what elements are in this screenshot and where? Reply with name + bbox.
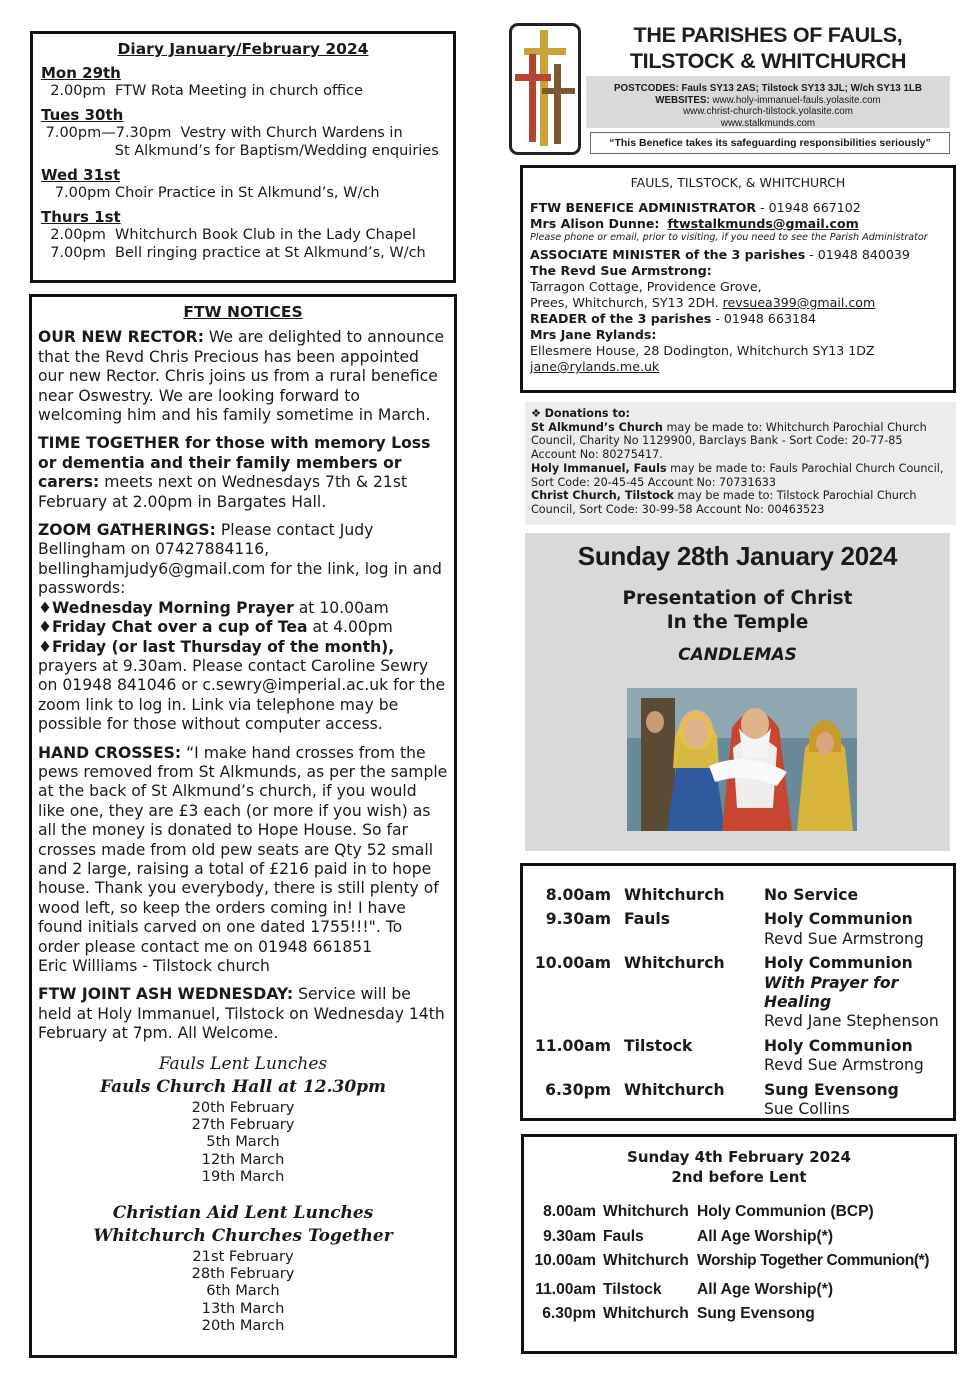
safeguarding-quote: “This Benefice takes its safeguarding responsibilities seriously” (590, 132, 950, 154)
admin-name-line (530, 216, 946, 232)
service-row (531, 886, 945, 905)
donation-details: may be made to: Whitchurch Parochial Church Council, Charity No 1129900, Barclays Bank - Sort Code: 20-77-85 Account No: 80275417. (531, 420, 927, 462)
diary-event: 2.00pm Whitchurch Book Club in the Lady Chapel (41, 227, 416, 243)
notice-body: “I make hand crosses from the pews removed from St Alkmunds, as per the sample at the back of St Alkmund’s church, if you would like one, they are £3 each (or more if you wish) as all the money is donated to Hope House. So far crosses made from old pew seats are Qty 52 small and 2 large, raising a total of £216 paid in to hope house. Thank you everybody, there is still plenty of wood left, so keep the orders coming in! I have found initials carved on one dated 1755!!!". To order please contact me on 01948 661851 (38, 743, 448, 956)
service-place: Whitchurch (624, 1080, 725, 1099)
donation-details: may be made to: Tilstock Parochial Church Council, Sort Code: 30-99-58 Account No: 00463523 (531, 489, 917, 516)
notice-signature: Eric Williams - Tilstock church (38, 957, 270, 975)
services-28-table (520, 863, 956, 1121)
contact-phone: - 01948 667102 (756, 200, 861, 215)
contact-phone: - 01948 663184 (711, 311, 817, 326)
contact-name: The Revd Sue Armstrong: (530, 263, 712, 278)
service-time: 8.00am (543, 1203, 596, 1220)
feast-line: In the Temple (666, 612, 809, 633)
diary-box (30, 31, 456, 283)
website-link[interactable]: www.holy-immanuel-fauls.yolasite.com (712, 94, 881, 106)
service-place: Whitchurch (603, 1305, 689, 1323)
service-time: 6.30pm (545, 1080, 611, 1099)
service-time: 9.30am (545, 910, 611, 929)
title-line: TILSTOCK & WHITCHURCH (629, 49, 907, 73)
lunch-date: 27th February (191, 1116, 295, 1134)
lunch-date: 20th February (191, 1098, 295, 1116)
lunch-date: 12th March (201, 1150, 285, 1168)
zoom-item-detail: at 10.00am (293, 598, 389, 617)
feast-title (525, 587, 950, 635)
diary-event: 7.00pm Choir Practice in St Alkmund’s, W/ch (41, 185, 380, 201)
diary-title: Diary January/February 2024 (117, 40, 369, 58)
zoom-item-title: Wednesday Morning Prayer (51, 598, 294, 617)
lunch-date: 13th March (201, 1299, 285, 1317)
notice-heading: FTW JOINT ASH WEDNESDAY: (38, 985, 294, 1004)
notice-heading: OUR NEW RECTOR: (38, 328, 204, 347)
donations-title: Donations to: (544, 407, 630, 420)
notice-body: Service will be held at Holy Immanuel, Tilstock on Wednesday 14th February at 7pm. All Welcome. (38, 985, 445, 1043)
service-time: 10.00am (534, 954, 611, 973)
diamond-bullet-icon: ♦ (38, 637, 52, 656)
contact-address: Prees, Whitchurch, SY13 2DH. (530, 295, 723, 310)
website-link[interactable]: www.christ-church-tilstock.yolasite.com (683, 106, 853, 117)
diamond-bullet-icon: ❖ (531, 407, 542, 420)
websites-line (586, 95, 950, 107)
contact-address: Tarragon Cottage, Providence Grove, (530, 279, 762, 294)
service-time: 11.00am (534, 1036, 611, 1055)
diary-event: St Alkmund’s for Baptism/Wedding enquiries (41, 143, 439, 159)
feast-name: CANDLEMAS (678, 645, 797, 665)
service-row (531, 1037, 945, 1076)
notice-heading: ZOOM GATHERINGS: (38, 521, 216, 540)
contact-role: FTW BENEFICE ADMINISTRATOR (530, 200, 757, 215)
lunch-date: 5th March (206, 1133, 280, 1151)
lunch-date: 21st February (192, 1247, 294, 1265)
service-row (530, 1228, 948, 1253)
service-note: With Prayer for Healing (764, 973, 899, 1012)
lunch-subheading: Fauls Church Hall at 12.30pm (99, 1076, 387, 1097)
service-leader: Revd Sue Armstrong (764, 929, 924, 948)
notice-heading: TIME TOGETHER for those with memory Loss or dementia and their family members or carers: (38, 434, 431, 492)
header-info (586, 76, 950, 128)
lunch-date: 28th February (191, 1265, 295, 1283)
diamond-bullet-icon: ♦ (38, 598, 52, 617)
three-crosses-icon (509, 23, 581, 155)
notice-hand-crosses (38, 744, 448, 977)
donation-item (531, 462, 950, 489)
service-name: No Service (764, 886, 859, 904)
zoom-item-title: Friday Chat over a cup of Tea (51, 618, 308, 637)
notice-body: We are delighted to announce that the Revd Chris Precious has been appointed our new Rector. Chris joins us from a rural benefice near Oswestry. We are looking forward to welcoming him and his family sometime in March. (38, 328, 445, 425)
diary-day-label: Tues 30th (41, 106, 124, 124)
service-row (531, 954, 945, 1032)
service-name: Holy Communion (764, 954, 913, 973)
service-time: 6.30pm (542, 1305, 596, 1323)
notice-heading: HAND CROSSES: (38, 743, 182, 762)
service-name: Sung Evensong (764, 1080, 899, 1099)
service-row (531, 1081, 945, 1120)
contact-name: Mrs Jane Rylands: (530, 327, 657, 342)
admin-line (530, 200, 946, 216)
service-name: Holy Communion (BCP) (697, 1203, 874, 1220)
lunch-date: 6th March (206, 1282, 280, 1300)
diary-event: 2.00pm FTW Rota Meeting in church office (41, 83, 363, 99)
website-link[interactable]: www.stalkmunds.com (720, 117, 816, 129)
sunday-28-panel (525, 533, 950, 851)
diary-event: 7.00pm—7.30pm Vestry with Church Wardens in (41, 125, 403, 141)
contact-address-line (530, 295, 946, 311)
service-name: Worship Together Communion(*) (697, 1252, 930, 1270)
donations-panel (525, 402, 956, 525)
donation-church: Holy Immanuel, Fauls (531, 461, 667, 475)
service-row (530, 1305, 948, 1330)
service-place: Whitchurch (603, 1203, 689, 1220)
diary-day-label: Wed 31st (41, 166, 121, 184)
lunch-subheading: Whitchurch Churches Together (93, 1225, 393, 1246)
service-time: 10.00am (534, 1252, 596, 1270)
service-place: Fauls (603, 1227, 644, 1245)
services-04-table (521, 1134, 957, 1354)
donation-item (531, 421, 950, 462)
service-name: Sung Evensong (697, 1305, 815, 1323)
donation-church: Christ Church, Tilstock (531, 489, 674, 503)
service-leader: Revd Sue Armstrong (764, 1056, 924, 1075)
service-time: 8.00am (545, 886, 611, 904)
service-row (531, 910, 945, 949)
contacts-box (520, 165, 956, 393)
donations-title-line (531, 407, 950, 421)
notices-title: FTW NOTICES (183, 303, 303, 321)
postcodes: POSTCODES: Fauls SY13 2AS; Tilstock SY13 3JL; W/ch SY13 1LB (614, 83, 922, 94)
service-date: Sunday 28th January 2024 (577, 541, 898, 571)
diary-day (41, 166, 445, 202)
presentation-illustration (627, 688, 857, 831)
christian-aid-lent-lunches (38, 1202, 448, 1335)
donation-item (531, 489, 950, 516)
assoc-line (530, 247, 946, 263)
diary-day (41, 106, 445, 160)
notice-zoom (38, 521, 448, 734)
zoom-item-detail: at 4.00pm (307, 618, 393, 637)
lunch-heading: Christian Aid Lent Lunches (112, 1202, 374, 1223)
service-time: 11.00am (535, 1280, 596, 1298)
zoom-item-title: Friday (or last Thursday of the month), (51, 637, 395, 656)
title-line: THE PARISHES OF FAULS, (633, 23, 903, 47)
contact-address: Ellesmere House, 28 Dodington, Whitchurch SY13 1DZ (530, 343, 875, 358)
notice-time-together (38, 434, 448, 512)
contact-name: Mrs Alison Dunne: (530, 216, 660, 231)
service-row (530, 1252, 948, 1277)
lunch-date: 19th March (201, 1168, 285, 1186)
service-name: Holy Communion (764, 910, 913, 929)
contact-email-link[interactable]: revsuea399@gmail.com (722, 295, 876, 310)
service-place: Whitchurch (603, 1252, 689, 1270)
notice-ash-wednesday (38, 985, 448, 1043)
service-place: Tilstock (624, 1036, 693, 1055)
contacts-title: FAULS, TILSTOCK, & WHITCHURCH (630, 175, 846, 190)
service-place: Whitchurch (624, 954, 725, 973)
lunch-heading: Fauls Lent Lunches (158, 1053, 328, 1074)
lunch-date: 20th March (201, 1317, 285, 1335)
websites-label: WEBSITES: (655, 94, 710, 106)
fauls-lent-lunches (38, 1053, 448, 1186)
diamond-bullet-icon: ♦ (38, 618, 52, 637)
notice-rector (38, 328, 448, 425)
service-row (530, 1281, 948, 1306)
contact-email-link[interactable]: ftwstalkmunds@gmail.com (667, 216, 859, 231)
diary-day (41, 208, 445, 262)
donation-church: St Alkmund’s Church (531, 420, 663, 434)
services-04-heading (530, 1147, 948, 1187)
service-time: 9.30am (543, 1227, 596, 1245)
feast-line: Presentation of Christ (622, 588, 853, 609)
service-subtitle: 2nd before Lent (671, 1168, 807, 1186)
diary-day-label: Mon 29th (41, 64, 121, 82)
service-place: Whitchurch (624, 886, 725, 904)
notice-body: Please contact Judy Bellingham on 07427884116, bellinghamjudy6@gmail.com for the link, log in and passwords: (38, 521, 442, 598)
admin-note: Please phone or email, prior to visiting, if you need to see the Parish Administrator (530, 232, 928, 243)
notices-box (29, 294, 457, 1358)
service-name: Holy Communion (764, 1036, 913, 1055)
contact-phone: - 01948 840039 (805, 247, 910, 262)
donation-details: may be made to: Fauls Parochial Church Council, Sort Code: 20-45-45 Account No: 70731633 (531, 461, 944, 489)
contact-role: READER of the 3 parishes (530, 311, 712, 326)
diary-event: 7.00pm Bell ringing practice at St Alkmund’s, W/ch (41, 245, 426, 261)
zoom-item-detail: prayers at 9.30am. Please contact Caroline Sewry on 01948 841046 or c.sewry@imperial.ac.uk for the zoom link to log in. Link via telephone may be possible for those without computer access. (38, 656, 446, 734)
service-place: Fauls (624, 910, 670, 929)
service-date: Sunday 4th February 2024 (627, 1148, 851, 1166)
reader-line (530, 311, 946, 327)
diary-day-label: Thurs 1st (41, 208, 121, 226)
service-place: Tilstock (603, 1280, 662, 1298)
contact-email-link[interactable]: jane@rylands.me.uk (530, 359, 660, 374)
service-name: All Age Worship(*) (697, 1227, 834, 1245)
diary-day (41, 64, 445, 100)
contact-role: ASSOCIATE MINISTER of the 3 parishes (530, 247, 806, 262)
service-row (530, 1203, 948, 1228)
notice-body: meets next on Wednesdays 7th & 21st February at 2.00pm in Bargates Hall. (38, 473, 408, 511)
service-leader: Revd Jane Stephenson (764, 1012, 939, 1031)
service-name: All Age Worship(*) (697, 1280, 834, 1298)
page-title (590, 22, 946, 74)
service-leader: Sue Collins (764, 1100, 850, 1119)
